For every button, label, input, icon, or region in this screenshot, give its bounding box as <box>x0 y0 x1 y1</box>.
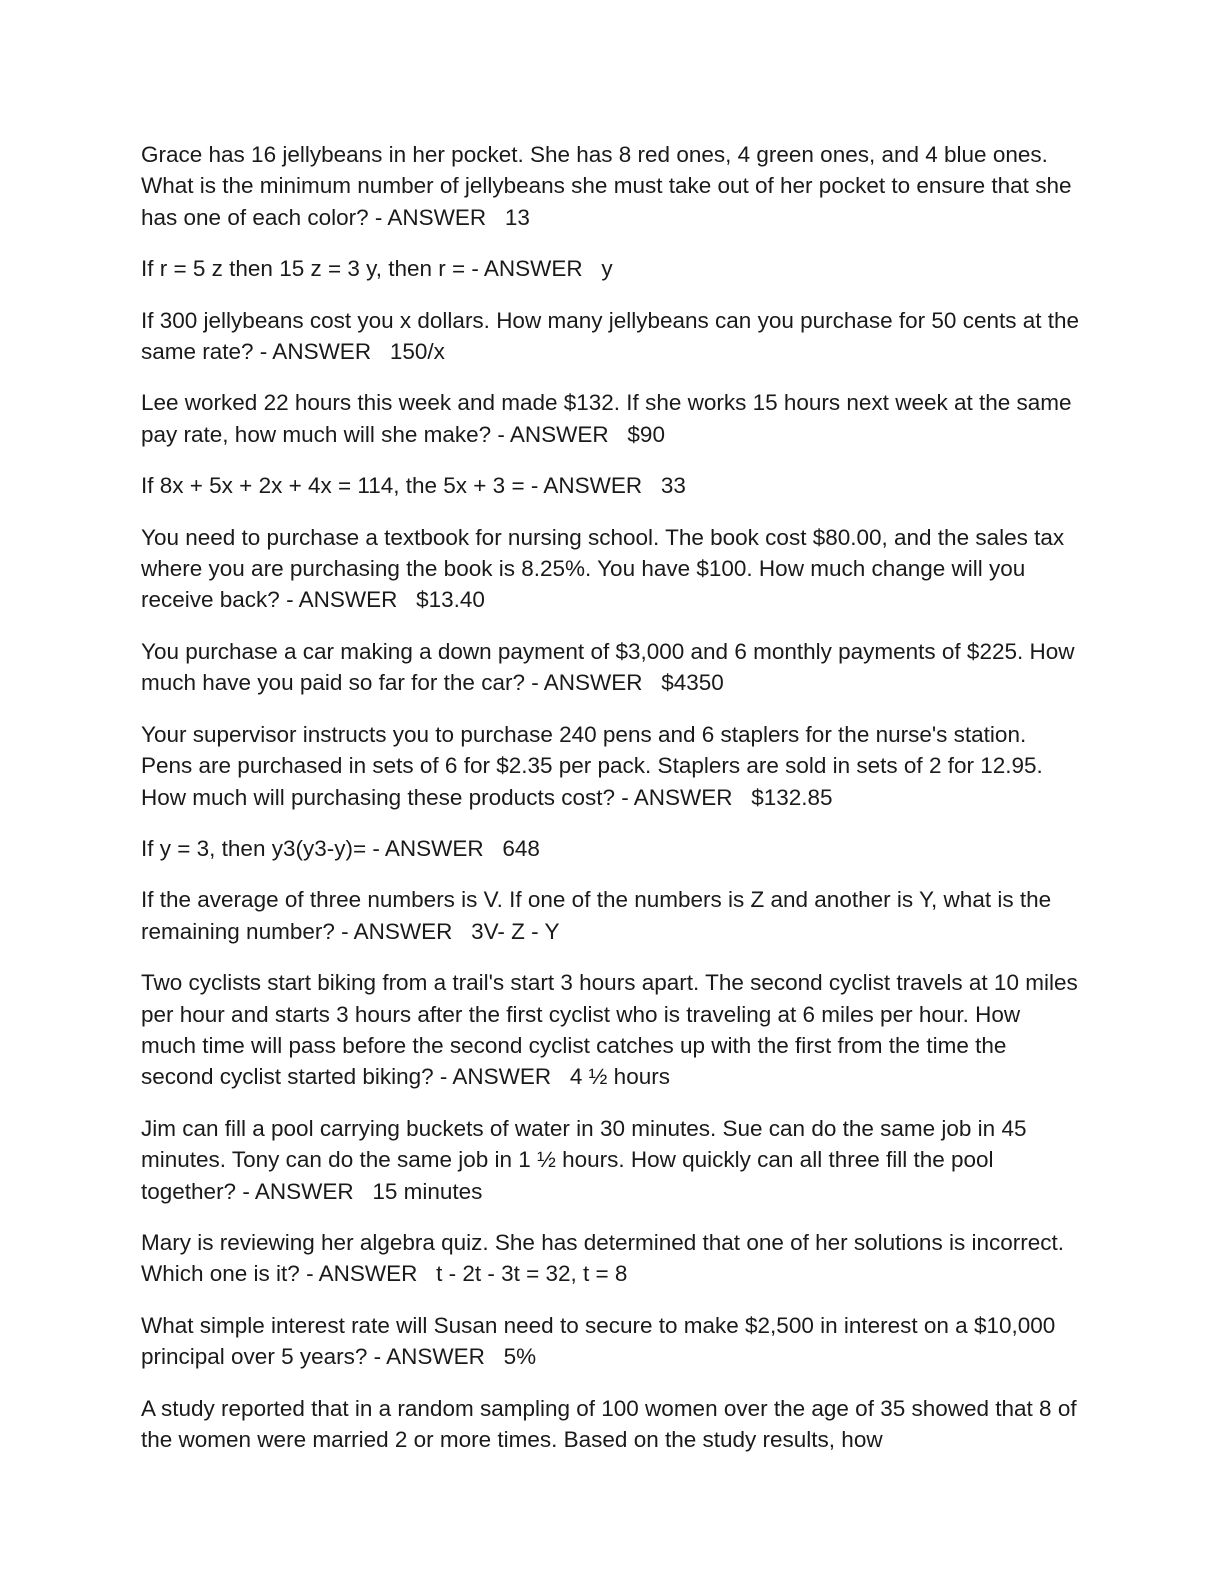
question-answer-8: Your supervisor instructs you to purchase 240 pens and 6 staplers for the nurse's station. Pens are purchased in sets of 6 for $2.35 per pack. Staplers are sold in sets of 2 for 12.95. How much will purchasing these products cost? - ANSWER $132.85 <box>141 721 1050 810</box>
question-answer-1: Grace has 16 jellybeans in her pocket. She has 8 red ones, 4 green ones, and 4 blue ones. What is the minimum number of jellybeans she must take out of her pocket to ensure that she has one of each color? - ANSWER 13 <box>141 142 1078 230</box>
question-answer-2: If r = 5 z then 15 z = 3 y, then r = - ANSWER y <box>141 256 613 282</box>
question-answer-4: Lee worked 22 hours this week and made $132. If she works 15 hours next week at the same pay rate, how much will she make? - ANSWER $90 <box>141 390 1078 447</box>
question-answer-9: If y = 3, then y3(y3-y)= - ANSWER 648 <box>141 835 540 861</box>
question-answer-7: You purchase a car making a down payment of $3,000 and 6 monthly payments of $225. How much have you paid so far for the car? - ANSWER $4350 <box>141 638 1081 696</box>
question-answer-15: A study reported that in a random sampling of 100 women over the age of 35 showed that 8 of the women were married 2 or more times. Based on the study results, how <box>141 1395 1083 1452</box>
question-answer-12: Jim can fill a pool carrying buckets of water in 30 minutes. Sue can do the same job in 45 minutes. Tony can do the same job in 1 ½ hours. How quickly can all three fill the pool together? - ANSWER 15 minutes <box>141 1115 1033 1204</box>
question-answer-6: You need to purchase a textbook for nursing school. The book cost $80.00, and the sales tax where you are purchasing the book is 8.25%. You have $100. How much change will you receive back? - ANSWER $13.40 <box>141 524 1071 613</box>
document-body <box>141 139 1086 1475</box>
question-answer-10: If the average of three numbers is V. If one of the numbers is Z and another is Y, what is the remaining number? - ANSWER 3V- Z - Y <box>141 887 1058 944</box>
question-answer-5: If 8x + 5x + 2x + 4x = 114, the 5x + 3 = - ANSWER 33 <box>141 473 686 499</box>
question-answer-14: What simple interest rate will Susan need to secure to make $2,500 in interest on a $10,000 principal over 5 years? - ANSWER 5% <box>141 1312 1062 1370</box>
question-answer-13: Mary is reviewing her algebra quiz. She has determined that one of her solutions is incorrect. Which one is it? - ANSWER t - 2t - 3t = 32, t = 8 <box>141 1229 1071 1287</box>
question-answer-11: Two cyclists start biking from a trail's start 3 hours apart. The second cyclist travels at 10 miles per hour and starts 3 hours after the first cyclist who is traveling at 6 miles per hour. How much time will pass before the second cyclist catches up with the first from the time the second cyclist started biking? - ANSWER 4 ½ hours <box>141 970 1084 1090</box>
question-answer-3: If 300 jellybeans cost you x dollars. How many jellybeans can you purchase for 50 cents at the same rate? - ANSWER 150/x <box>141 307 1086 365</box>
